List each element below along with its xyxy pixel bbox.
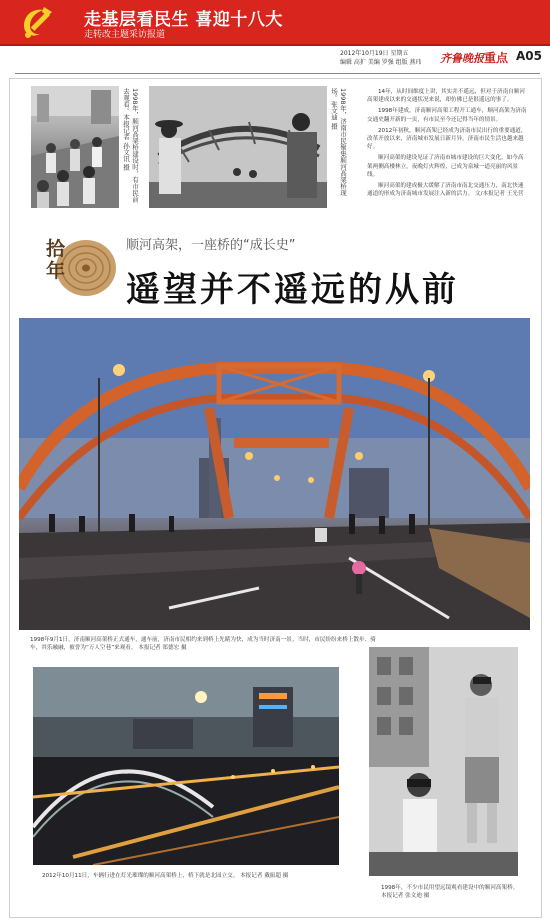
article-paragraph: 顺河高架的建设见证了济南市城市建设的巨大变化，如今高架两侧高楼林立，夜晚灯火辉煌，已成为泉城一道亮丽的风景线。 (367, 155, 524, 178)
editors-line: 编辑 高扩 美编 罗强 组版 燕玮 (340, 59, 422, 66)
headline-kicker: 顺河高架，一座桥的“成长史” (126, 238, 296, 253)
headline: 遥望并不遥远的从前 (126, 270, 459, 310)
main-photo-caption: 1998年9月1日，济南顺河高架桥正式通车，通车前，济南市民相约来到桥上先睹为快，成为当时济南一景。当时，市民纷纷来桥上散步、骑车，其乐融融，被誉为“万人空巷”来观看。 本报记者 郑德宏 摄 (30, 637, 376, 651)
issue-date: 2012年10月19日 星期五 (340, 50, 409, 57)
old-photo-binoculars (369, 647, 518, 876)
tree-ring-label: 拾年 (46, 238, 66, 282)
article-paragraph: 1998年建成，济南顺河高架工程开工通车，顺河高架为济南交通史翻开新的一页，有市民至今还记得当年的情景。 (367, 108, 527, 123)
header-divider (15, 73, 540, 74)
old-photo-crowd (31, 86, 119, 208)
article-paragraph: 顺河高架的建成极大缓解了济南市南北交通压力，南北快速通道的形成为济南城市发展注入新的活力。 文/本报记者 王光营 (367, 183, 524, 198)
page-number: A05 (516, 49, 542, 63)
old-photo-construction-caption: 1998年，济南市民聚集顺河高架桥现场。张文迪 摄 (330, 88, 347, 196)
binoculars-photo-caption: 1998年，不少市民用望远镜观看建设中的顺河高架桥。 本报记者 张文迪 摄 (381, 885, 519, 899)
masthead (340, 48, 540, 70)
old-photo-crowd-caption: 1998年，顺河高架桥建设时，有市民前去观看。本报记者 孙文讯 摄 (122, 88, 139, 203)
night-photo-caption: 2012年10月11日，车辆行进在灯光璀璨的顺河高架桥上，桥下就是北园立交。 本报记者 戴振超 摄 (42, 873, 289, 879)
tree-ring-logo (40, 230, 118, 302)
article-body (367, 88, 527, 201)
header-banner (0, 0, 550, 46)
section-name: 重点 (484, 51, 509, 65)
paper-name: 齐鲁晚报 (440, 52, 484, 65)
main-photo-bridge-dusk (19, 318, 530, 630)
party-emblem-icon (18, 4, 58, 40)
article-paragraph: 14年，从时间维度上讲，其实并不遥远，但对于济南自顺河高架建成以来的交通状况来说，却仿佛已是很遥远的事了。 (367, 89, 525, 104)
old-photo-construction (149, 86, 327, 208)
banner-subtitle: 走转改主题采访报道 (84, 30, 166, 40)
night-photo-overpass (33, 667, 339, 865)
banner-title: 走基层看民生 喜迎十八大 (84, 10, 283, 30)
article-paragraph: 2012年初秋，顺河高架已经成为济南市民出行的重要通道，改革开放以来，济南城市发展日新月异，济南市民生活也越来越好。 (367, 127, 527, 151)
